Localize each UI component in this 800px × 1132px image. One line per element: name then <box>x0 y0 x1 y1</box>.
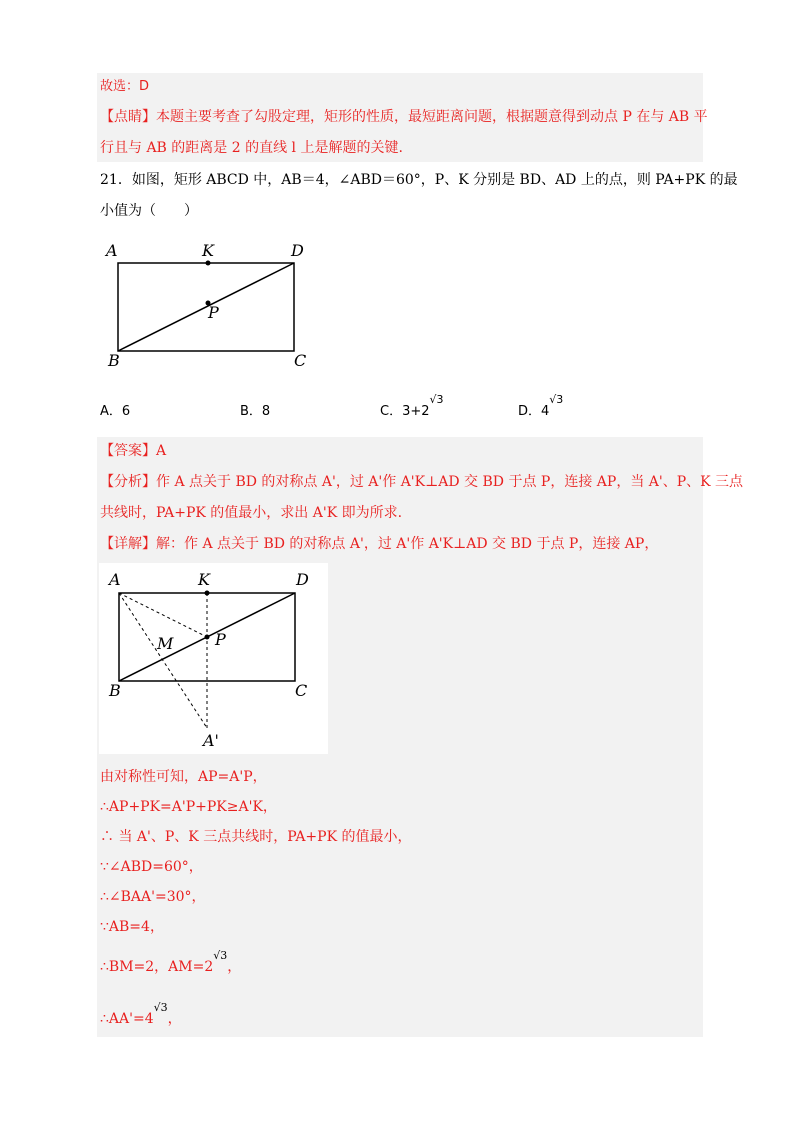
prev-comment-line1: 【点睛】本题主要考查了勾股定理，矩形的性质，最短距离问题，根据题意得到动点 P 在与 AB 平 <box>100 109 708 125</box>
option-a: A．6 <box>100 404 131 419</box>
step-8: $\therefore AA'=4^{√3}$， <box>100 1001 182 1027</box>
solution-figure <box>99 563 328 754</box>
figure-background <box>99 563 328 754</box>
step-2: ∴AP+PK=A'P+PK≥A'K， <box>100 799 277 815</box>
step-5: ∴∠BAA'=30°， <box>100 889 206 905</box>
sqrt-three: √3 <box>429 393 444 406</box>
analysis-line2: 共线时，PA+PK 的值最小，求出 A'K 即为所求. <box>100 505 403 521</box>
prev-comment-line2: 行且与 AB 的距离是 2 的直线 l 上是解题的关键. <box>100 140 403 156</box>
label-m: M <box>157 634 174 653</box>
step-1: 由对称性可知，AP=A'P， <box>100 769 267 785</box>
step-7: ∴BM=2，$AM=2^{√3}$， <box>100 949 242 975</box>
sqrt-three: √3 <box>153 1001 168 1014</box>
option-d: D．$4^{√3}$ <box>518 393 564 419</box>
label-a: A <box>106 241 118 260</box>
label-c: C <box>295 681 308 700</box>
sqrt-three: √3 <box>549 393 564 406</box>
label-b: B <box>108 351 120 370</box>
option-b: B．8 <box>240 404 271 419</box>
label-c: C <box>294 351 307 370</box>
point-k <box>206 261 211 266</box>
analysis-line1: 【分析】作 A 点关于 BD 的对称点 A'，过 A'作 A'K⊥AD 交 BD 于点 P，连接 AP，当 A'、P、K 三点 <box>100 474 744 490</box>
answer-label: 【答案】A <box>100 443 167 459</box>
diagonal-bd <box>118 263 294 351</box>
question-line2: 小值为（ ） <box>100 203 198 219</box>
label-b: B <box>109 681 121 700</box>
point-k <box>205 591 210 596</box>
label-k: K <box>202 241 214 260</box>
step-4: ∵∠ABD=60°， <box>100 859 203 875</box>
label-p: P <box>215 630 226 649</box>
sqrt-three: √3 <box>213 949 228 962</box>
option-c: C．$3+2^{√3}$ <box>380 393 444 419</box>
label-p: P <box>208 303 219 322</box>
step-6: ∵AB=4， <box>100 919 164 935</box>
label-k: K <box>198 570 210 589</box>
point-p <box>205 635 210 640</box>
rectangle-figure <box>100 238 320 370</box>
detail-line1: 【详解】解：作 A 点关于 BD 的对称点 A'，过 A'作 A'K⊥AD 交 BD 于点 P，连接 AP， <box>100 536 659 552</box>
prev-choice: 故选：D <box>100 79 150 94</box>
label-a: A <box>109 570 121 589</box>
label-a-prime: A' <box>203 731 219 750</box>
label-d: D <box>291 241 304 260</box>
question-line1: 21．如图，矩形 ABCD 中，AB＝4，∠ABD＝60°，P、K 分别是 BD、AD 上的点，则 PA+PK 的最 <box>100 172 738 188</box>
label-d: D <box>296 570 309 589</box>
step-3: ∴ 当 A'、P、K 三点共线时，PA+PK 的值最小， <box>100 829 412 845</box>
